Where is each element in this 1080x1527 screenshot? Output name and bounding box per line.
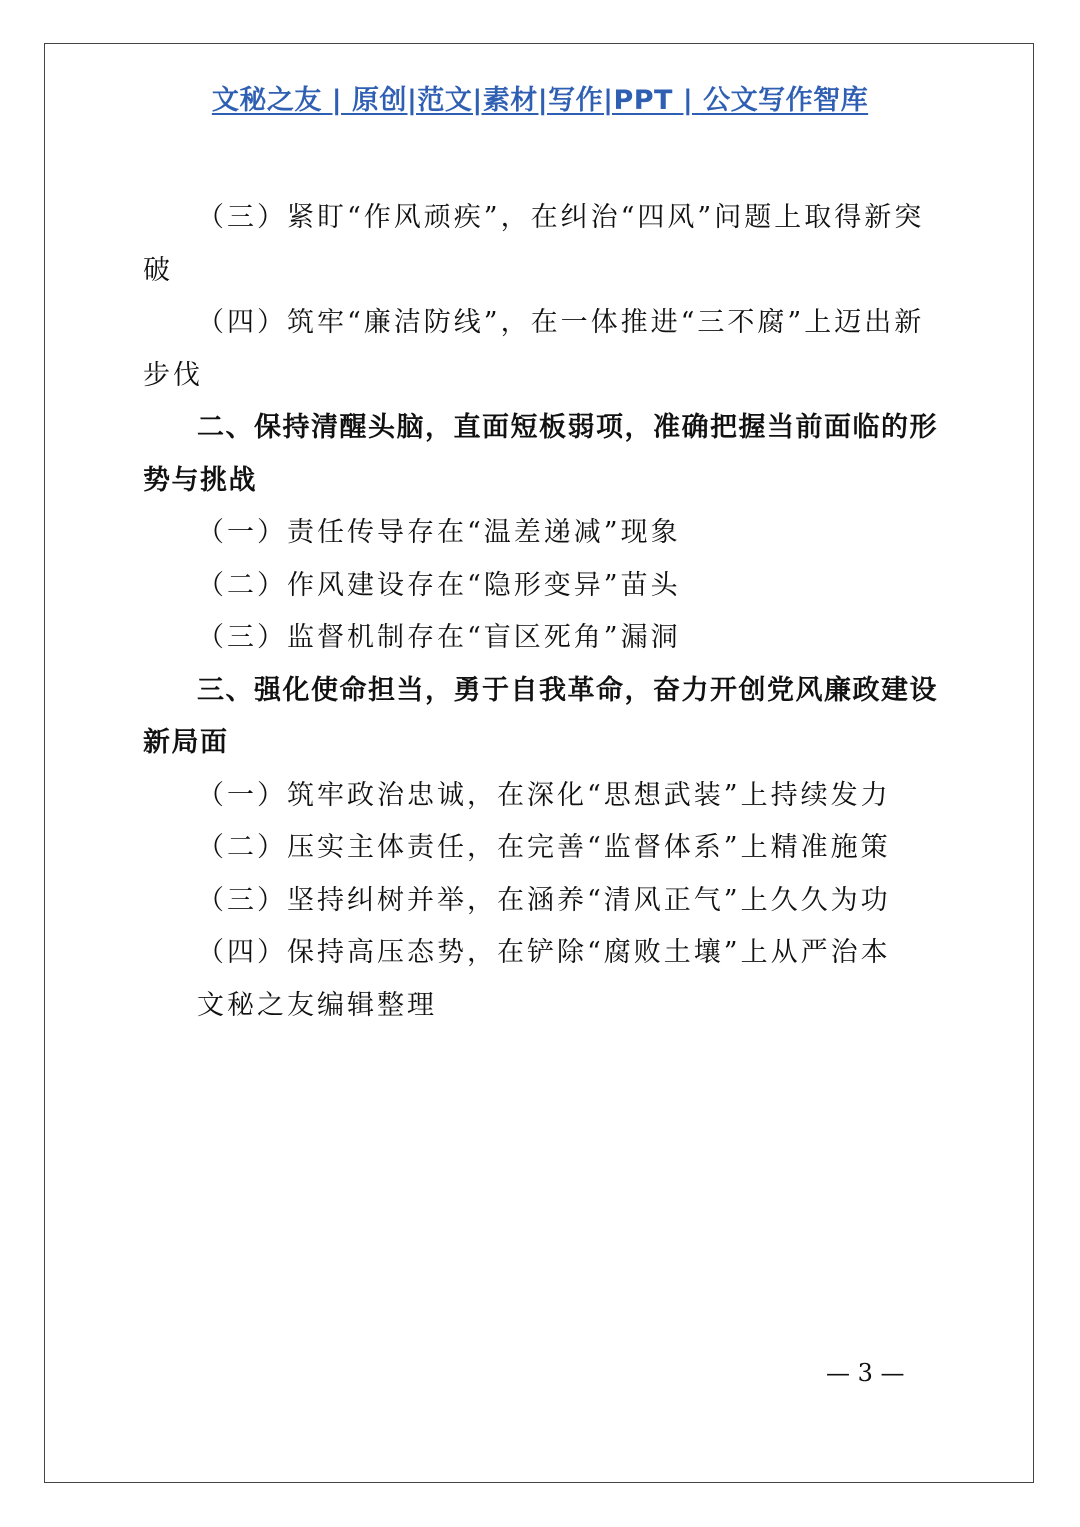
paragraph-3-4b: （四）保持高压态势，在铲除“腐败土壤”上从严治本 (197, 937, 891, 968)
paragraph-3-3b: （三）坚持纠树并举，在涵养“清风正气”上久久为功 (197, 884, 891, 916)
paragraph-2-3: （三）监督机制存在“盲区死角”漏洞 (197, 622, 681, 653)
document-body (143, 192, 943, 1032)
header-link[interactable]: 文秘之友 | 原创|范文|素材|写作|PPT | 公文写作智库 (211, 85, 869, 116)
paragraph-3-3: （三）紧盯“作风顽疾”，在纠治“四风”问题上取得新突破 (143, 202, 925, 286)
paragraph-3-4: （四）筑牢“廉洁防线”，在一体推进“三不腐”上迈出新步伐 (143, 307, 925, 391)
editor-credit: 文秘之友编辑整理 (197, 989, 437, 1021)
section-heading-2: 二、保持清醒头脑，直面短板弱项，准确把握当前面临的形势与挑战 (143, 412, 938, 496)
paragraph-3-2: （二）压实主体责任，在完善“监督体系”上精准施策 (197, 832, 891, 863)
paragraph-2-1: （一）责任传导存在“温差递减”现象 (197, 517, 681, 548)
paragraph-3-1: （一）筑牢政治忠诚，在深化“思想武装”上持续发力 (197, 779, 891, 811)
paragraph-2-2: （二）作风建设存在“隐形变异”苗头 (197, 569, 681, 601)
page-number: — 3 — (826, 1359, 905, 1387)
section-heading-3: 三、强化使命担当，勇于自我革命，奋力开创党风廉政建设新局面 (143, 674, 938, 758)
